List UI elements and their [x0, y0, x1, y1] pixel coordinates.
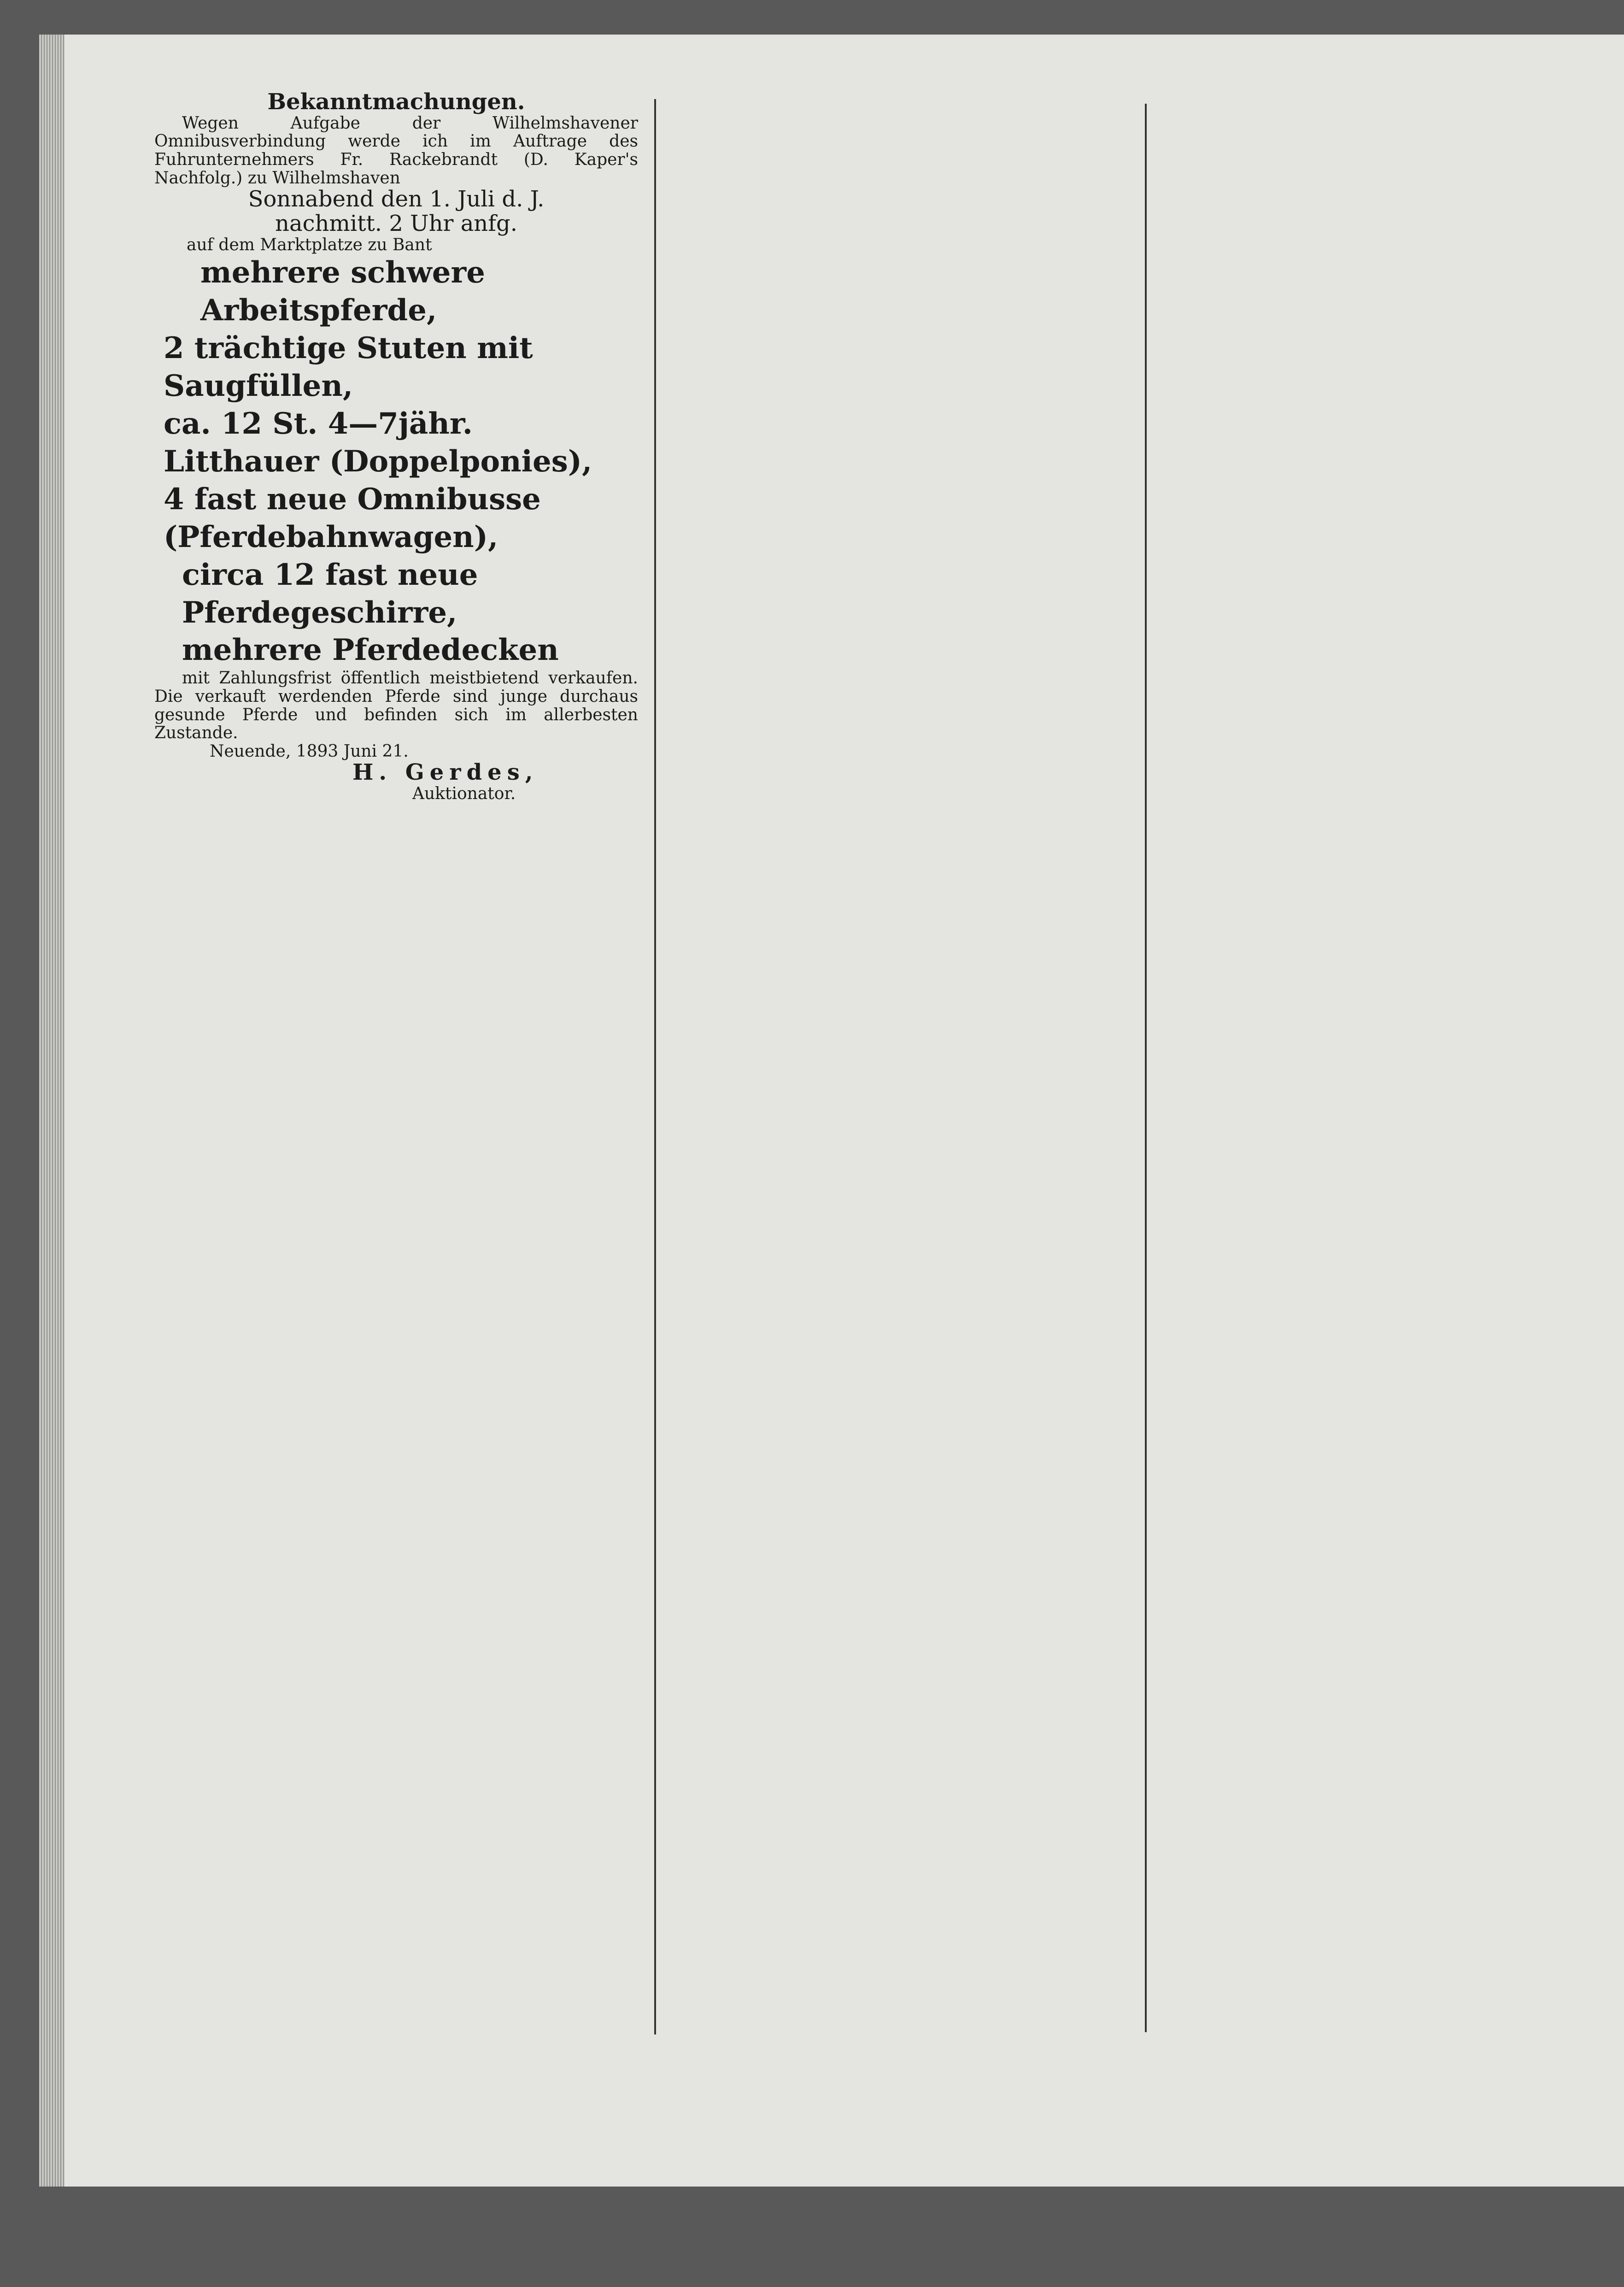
signature-role: Auktionator.	[412, 784, 516, 804]
body-text: mit Zahlungsfrist öffentlich meistbietend verkaufen. Die verkauft werdenden Pferde sind junge durchaus gesunde Pferde und befinden sich im allerbesten Zustande.	[154, 669, 638, 743]
item-ponies: ca. 12 St. 4—7jähr. Litthauer (Doppelponies),	[164, 406, 592, 479]
item-omnibusses: 4 fast neue Omnibusse (Pferdebahnwagen),	[164, 482, 541, 554]
signature: H. Gerdes,	[352, 759, 539, 786]
heading: Bekanntmachungen.	[267, 89, 525, 115]
dateline: Neuende, 1893 Juni 21.	[210, 741, 409, 761]
item-harnesses: circa 12 fast neue Pferdegeschirre,	[182, 557, 478, 630]
column-rule-2	[1145, 104, 1147, 2032]
announcement-horse-auction	[154, 90, 638, 803]
item-blankets: mehrere Pferdedecken	[182, 633, 559, 668]
page-stack-edge	[39, 35, 64, 2187]
column-rule-1	[654, 99, 656, 2034]
intro-text: Wegen Aufgabe der Wilhelmshavener Omnibusverbindung werde ich im Auftrage des Fuhrunternehmers Fr. Rackebrandt (D. Kaper's Nachfolg.) zu Wilhelmshaven	[154, 113, 638, 188]
item-workhorses: mehrere schwere Arbeitspferde,	[200, 255, 485, 328]
time-line: nachmitt. 2 Uhr anfg.	[275, 210, 517, 236]
place-line: auf dem Marktplatze zu Bant	[187, 235, 432, 254]
item-mares: 2 trächtige Stuten mit Saugfüllen,	[164, 331, 533, 404]
date-line: Sonnabend den 1. Juli d. J.	[248, 186, 545, 212]
